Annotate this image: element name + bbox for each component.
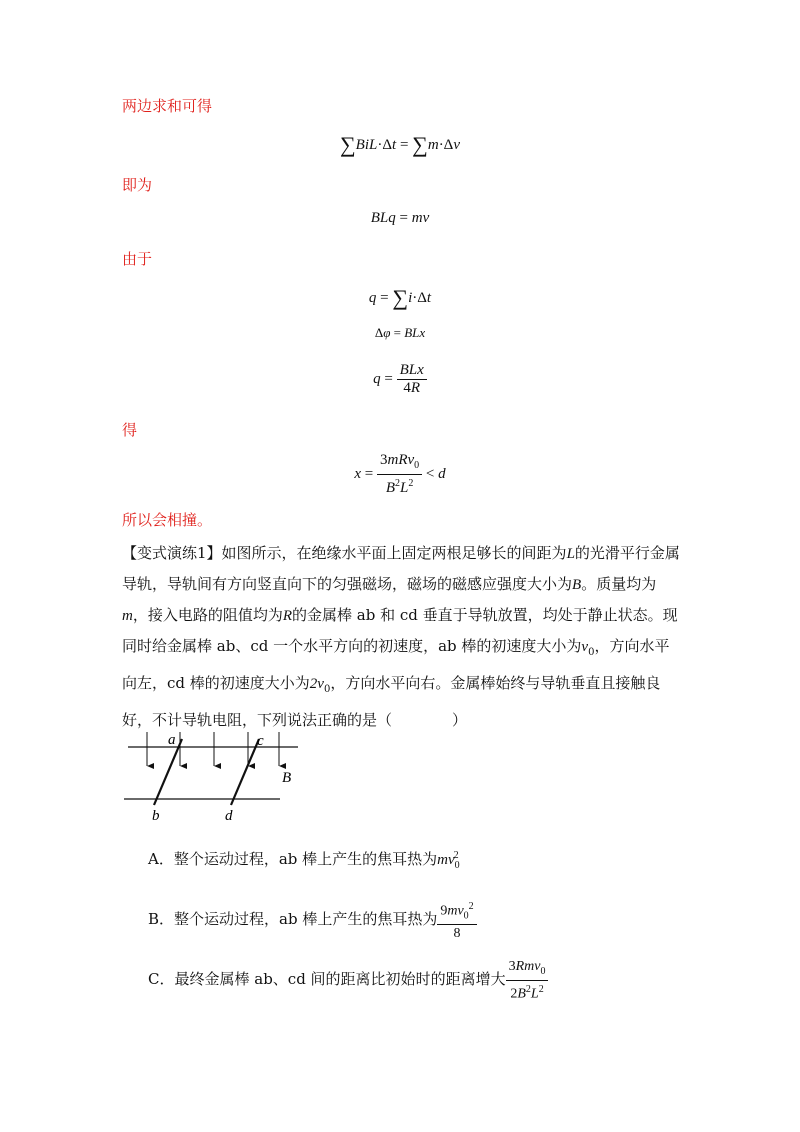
solution-line-4: 得 <box>122 421 138 439</box>
option-b[interactable]: B．整个运动过程，ab 棒上产生的焦耳热为 $\frac{9mv_0^2}{8}$ <box>148 898 477 942</box>
solution-line-2: 即为 <box>122 176 153 194</box>
rod-cd <box>231 739 259 805</box>
option-a-formula: $mv_0^2$ <box>437 850 460 871</box>
option-c[interactable]: C．最终金属棒 ab、cd 间的距离比初始时的距离增大 $\frac{3Rmv_0}{2B^2L^2}$ <box>148 958 548 1002</box>
problem-tag: 【变式演练1】 <box>122 544 222 562</box>
equation-x: x = $\frac{3mRv_0}{B^2L^2}$ < d <box>354 452 446 496</box>
label-B: B <box>282 770 292 786</box>
option-a[interactable]: A．整个运动过程，ab 棒上产生的焦耳热为$mv_0^2$ <box>148 850 460 871</box>
equation-q-frac: q = $\frac{\text{BLx}}{4R}$ <box>0 362 800 397</box>
equation-sum: ∑BiL·Δt = ∑m·Δv <box>339 132 461 157</box>
solution-line-5: 所以会相撞。 <box>122 511 213 529</box>
rod-ab <box>154 739 182 805</box>
rails-figure <box>118 728 308 828</box>
equation-q-sum: q = ∑i·Δt <box>368 285 432 310</box>
label-a: a <box>168 732 176 748</box>
option-b-formula: $\frac{9mv_0^2}{8}$ <box>437 898 476 942</box>
equation-flux: Δφ = BLx <box>374 325 426 340</box>
equation-blq: BLq = mv <box>370 210 430 226</box>
problem-text: 【变式演练1】如图所示，在绝缘水平面上固定两根足够长的间距为L的光滑平行金属导轨，导轨间有方向竖直向下的匀强磁场，磁场的磁感应强度大小为B。质量均为m，接入电路的阻值均为R的金属棒 ab 和 cd 垂直于导轨放置，均处于静止状态。现同时给金属棒 ab、cd 一个水平方向的初速度，ab 棒的初速度大小为$v_0$，方向水平向左，cd 棒的初速度大小为$2v_0$，方向水平向右。金属棒始终与导轨垂直且接触良好，不计导轨电阻，下列说法正确的是（ ） <box>122 544 680 729</box>
label-c: c <box>257 733 264 749</box>
label-b: b <box>152 808 160 824</box>
option-c-formula: $\frac{3Rmv_0}{2B^2L^2}$ <box>506 958 549 1002</box>
label-d: d <box>225 808 233 824</box>
solution-line-1: 两边求和可得 <box>122 97 213 115</box>
solution-line-3: 由于 <box>122 250 153 268</box>
